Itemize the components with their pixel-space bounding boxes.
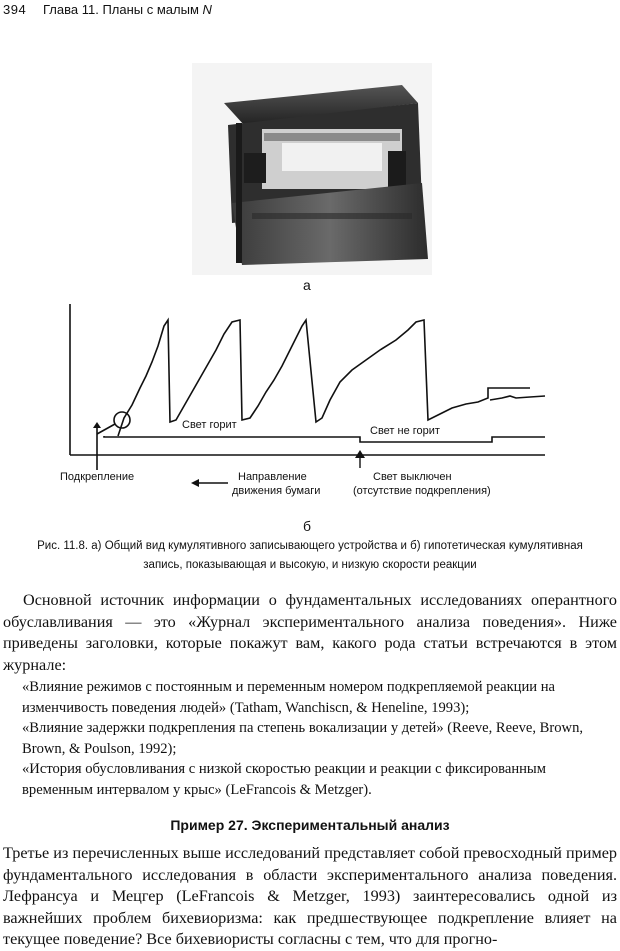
quote-item: «Влияние задержки подкрепления па степень вокализации у детей» (Reeve, Reeve, Brown, Brown, & Poulson, 1992); — [22, 720, 584, 757]
paragraph-2: Третье из перечисленных выше исследований представляет собой превосходный пример фундаментального исследования в области экспериментального анализа поведения. Лефрансуа и Мецгер (LeFrancois & Metzger, 1993) заинтересовались одной из важнейших проблем бихевиоризма: как предшествующее подкрепление влияет на текущее поведение? Все бихевиористы согласны с тем, что для прогно- — [3, 844, 617, 948]
label-direction-1: Направление — [238, 471, 307, 483]
label-light-off: Свет не горит — [370, 425, 440, 437]
label-light-switched-1: Свет выключен — [373, 471, 452, 483]
cumulative-curve-tail — [490, 396, 545, 400]
label-light-on: Свет горит — [182, 419, 237, 431]
cumulative-recorder-photo — [192, 63, 432, 275]
page-number: 394 — [3, 2, 27, 17]
cumulative-curve — [118, 320, 530, 436]
label-light-switched-2: (отсутствие подкрепления) — [353, 485, 491, 497]
figure-label-b: б — [303, 518, 312, 534]
chapter-title: Глава 11. Планы с малым N — [43, 2, 212, 17]
event-pen-line — [104, 436, 545, 442]
quote-item: «Влияние режимов с постоянным и переменным номером подкрепляемой реакции на изменчивость поведения людей» (Tatham, Wanchiscn, & Heneline, 1993); — [22, 679, 556, 716]
figure-caption: Рис. 11.8. а) Общий вид кумулятивного записывающего устройства и б) гипотетическая кумулятивная запись, показывающая и высокую, и низкую скорости реакции — [37, 540, 583, 571]
cumulative-record-diagram — [60, 300, 560, 515]
section-title: Пример 27. Экспериментальный анализ — [170, 817, 450, 833]
journal-article-titles — [22, 677, 597, 800]
figure-label-a: а — [303, 277, 311, 293]
reinforcement-arrow — [93, 422, 101, 428]
running-header — [3, 2, 212, 17]
label-reinforcement: Подкрепление — [60, 471, 135, 483]
label-direction-2: движения бумаги — [232, 485, 321, 497]
quote-item: «История обусловливания с низкой скоростью реакции и реакции с фиксированным временным интервалом у крыс» (LeFrancois & Metzger). — [22, 761, 546, 798]
light-off-arrow — [355, 450, 365, 458]
paragraph-1: Основной источник информации о фундаментальных исследованиях оперантного обуславливания — это «Журнал экспериментального анализа поведения». Ниже приведены заголовки, которые покажут вам, какого рода статьи встречаются в этом журнале: — [3, 591, 617, 674]
